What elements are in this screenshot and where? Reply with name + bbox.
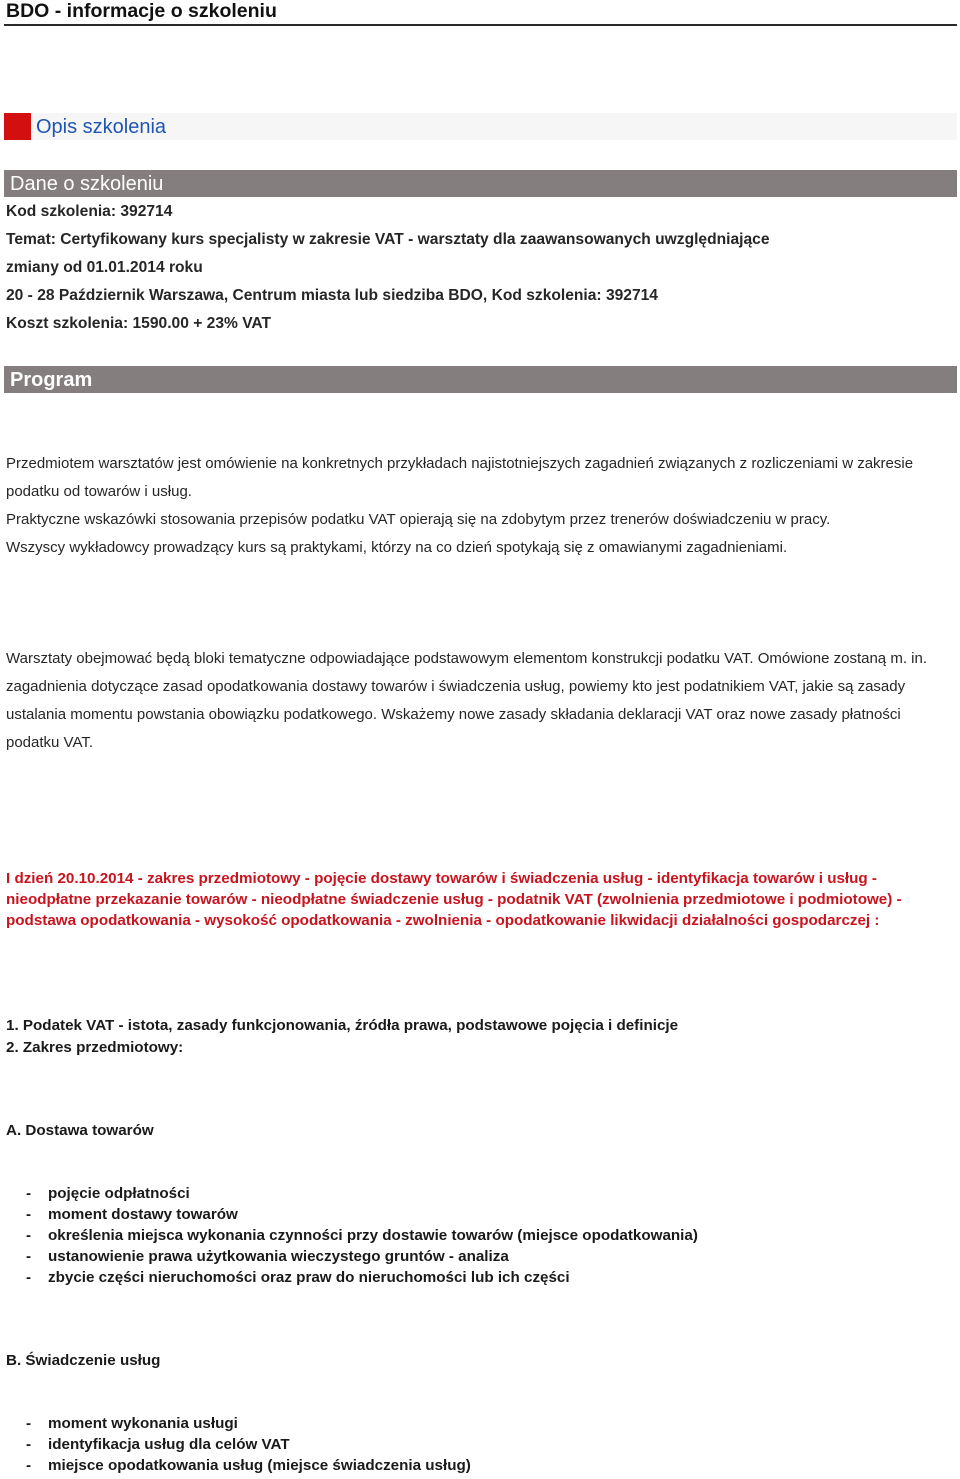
program-point-2: 2. Zakres przedmiotowy:: [6, 1039, 184, 1056]
workshop-description: Warsztaty obejmować będą bloki tematyczne odpowiadające podstawowym elementom konstrukcji podatku VAT. Omówione zostaną m. in. zagadnienia dotyczące zasad opodatkowania dostawy towarów i świadczenia usług, powiemy kto jest podatnikiem VAT, jakie są zasady ustalania momentu powstania obowiązku podatkowego. Wskażemy nowe zasady składania deklaracji VAT oraz nowe zasady płatności podatku VAT.: [6, 650, 927, 751]
red-square-marker: [4, 113, 31, 140]
section-b-heading: B. Świadczenie usług: [6, 1352, 161, 1369]
title-divider: [4, 24, 957, 26]
list-item: - identyfikacja usług dla celów VAT: [26, 1436, 290, 1453]
opis-heading: Opis szkolenia: [36, 116, 167, 138]
section-a-list: [6, 1183, 698, 1288]
day-1-agenda: I dzień 20.10.2014 - zakres przedmiotowy - pojęcie dostawy towarów i świadczenia usług - identyfikacja towarów i usług - nieodpłatne przekazanie towarów - nieodpłatne świadczenie usług - podatnik VAT (zwolnienia przedmiotowe i podmiotowe) - podstawa opodatkowania - wysokość opodatkowania - zwolnienia - opodatkowanie likwidacji działalności gospodarczej :: [6, 870, 902, 929]
termin: 20 - 28 Październik Warszawa, Centrum miasta lub siedziba BDO, Kod szkolenia: 392714: [6, 287, 658, 304]
koszt-szkolenia: Koszt szkolenia: 1590.00 + 23% VAT: [6, 315, 272, 332]
page-title: BDO - informacje o szkoleniu: [6, 0, 277, 22]
training-info: [6, 198, 951, 338]
program-heading: Program: [10, 369, 93, 391]
list-item: - pojęcie odpłatności: [26, 1185, 190, 1202]
section-b-list: [6, 1413, 471, 1476]
intro-paragraph: [6, 450, 954, 562]
program-section-header: [4, 366, 957, 393]
list-item: - miejsce opodatkowania usług (miejsce świadczenia usług): [26, 1457, 471, 1474]
kod-szkolenia: Kod szkolenia: 392714: [6, 203, 173, 220]
opis-section-header: [4, 113, 957, 140]
program-point-1: 1. Podatek VAT - istota, zasady funkcjonowania, źródła prawa, podstawowe pojęcia i definicje: [6, 1017, 679, 1034]
list-item: - określenia miejsca wykonania czynności przy dostawie towarów (miejsce opodatkowania): [26, 1227, 698, 1244]
section-a-heading: A. Dostawa towarów: [6, 1122, 154, 1139]
dane-heading: Dane o szkoleniu: [10, 173, 164, 195]
list-item: - moment dostawy towarów: [26, 1206, 238, 1223]
intro-sentence-1: Przedmiotem warsztatów jest omówienie na konkretnych przykładach najistotniejszych zagadnień związanych z rozliczeniami w zakresie podatku od towarów i usług.: [6, 455, 914, 500]
temat-line-2: zmiany od 01.01.2014 roku: [6, 259, 203, 276]
dane-section-header: [4, 170, 957, 197]
list-item: - moment wykonania usługi: [26, 1415, 238, 1432]
list-item: - zbycie części nieruchomości oraz praw do nieruchomości lub ich części: [26, 1269, 570, 1286]
intro-sentence-2: Praktyczne wskazówki stosowania przepisów podatku VAT opierają się na zdobytym przez trenerów doświadczeniu w pracy.: [6, 511, 831, 528]
temat-line-1: Temat: Certyfikowany kurs specjalisty w zakresie VAT - warsztaty dla zaawansowanych uwzględniające: [6, 231, 770, 248]
intro-sentence-3: Wszyscy wykładowcy prowadzący kurs są praktykami, którzy na co dzień spotykają się z omawianymi zagadnieniami.: [6, 539, 788, 556]
list-item: - ustanowienie prawa użytkowania wieczystego gruntów - analiza: [26, 1248, 509, 1265]
